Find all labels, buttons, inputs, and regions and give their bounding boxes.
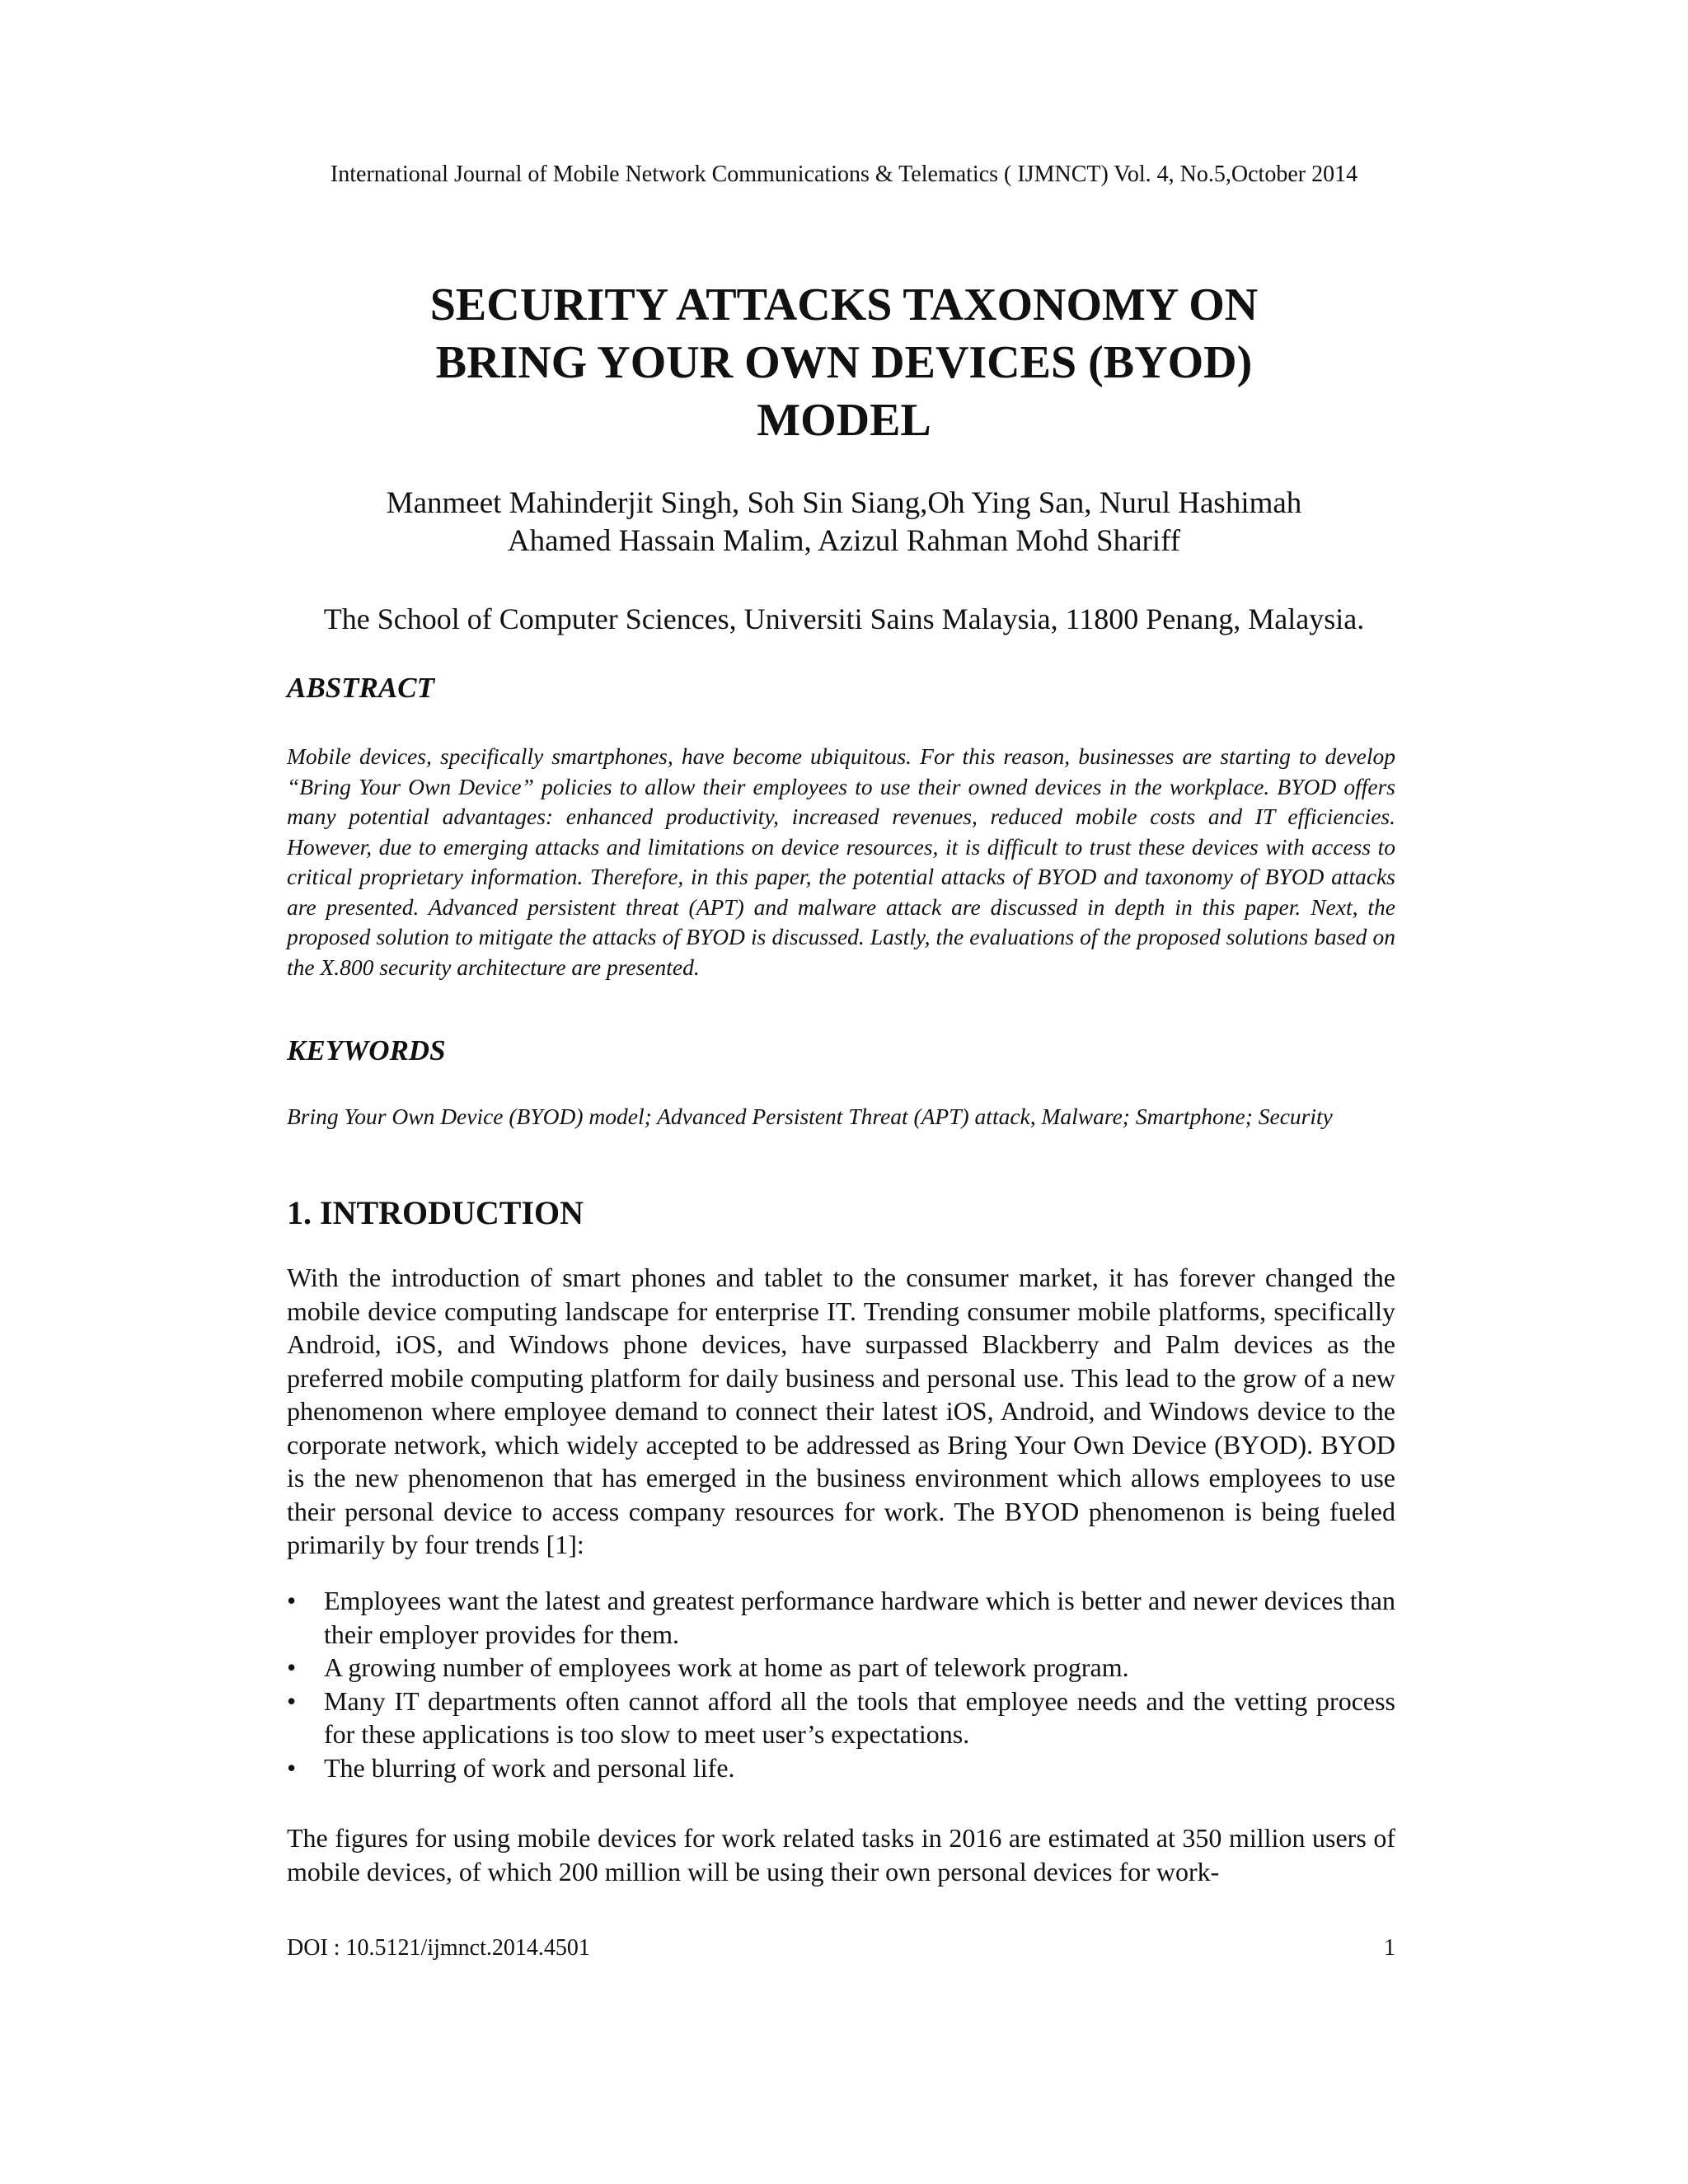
page-number: 1: [1384, 1935, 1395, 1961]
author-line: Ahamed Hassain Malim, Azizul Rahman Mohd Shariff: [507, 524, 1181, 558]
bullet-icon: •: [287, 1652, 297, 1682]
abstract-text: Mobile devices, specifically smartphones, have become ubiquitous. For this reason, businesses are starting to develop “Bring Your Own Device” policies to allow their employees to use their owned devices in the workplace. BYOD offers many potential advantages: enhanced productivity, increased revenues, reduced mobile costs and IT efficiencies. However, due to emerging attacks and limitations on device resources, it is difficult to trust these devices with access to critical proprietary information. Therefore, in this paper, the potential attacks of BYOD and taxonomy of BYOD attacks are presented. Advanced persistent threat (APT) and malware attack are discussed in depth in this paper. Next, the proposed solution to mitigate the attacks of BYOD is discussed. Lastly, the evaluations of the proposed solutions based on the X.800 security architecture are presented.: [287, 743, 1395, 980]
list-item: [287, 1651, 1395, 1685]
introduction-heading: 1. INTRODUCTION: [287, 1194, 584, 1231]
keywords-heading: KEYWORDS: [287, 1034, 446, 1066]
list-item: [287, 1584, 1395, 1651]
list-item-text: A growing number of employees work at home as part of telework program.: [324, 1652, 1129, 1682]
list-item-text: The blurring of work and personal life.: [324, 1752, 735, 1783]
list-item-text: Many IT departments often cannot afford all the tools that employee needs and the vetting process for these applications is too slow to meet user’s expectations.: [324, 1685, 1395, 1749]
author-list: [247, 485, 1441, 560]
bullet-icon: •: [287, 1685, 297, 1716]
list-item: [287, 1751, 1395, 1785]
introduction-paragraph: With the introduction of smart phones and tablet to the consumer market, it has forever changed the mobile device computing landscape for enterprise IT. Trending consumer mobile platforms, specifically Android, iOS, and Windows phone devices, have surpassed Blackberry and Palm devices as the preferred mobile computing platform for daily business and personal use. This lead to the grow of a new phenomenon where employee demand to connect their latest iOS, Android, and Windows device to the corporate network, which widely accepted to be addressed as Bring Your Own Device (BYOD). BYOD is the new phenomenon that has emerged in the business environment which allows employees to use their personal device to access company resources for work. The BYOD phenomenon is being fueled primarily by four trends [1]:: [287, 1263, 1395, 1559]
running-header: International Journal of Mobile Network Communications & Telematics ( IJMNCT) Vol. 4, No.5,October 2014: [330, 162, 1358, 187]
list-item: [287, 1685, 1395, 1751]
list-item-text: Employees want the latest and greatest performance hardware which is better and newer devices than their employer provides for them.: [324, 1586, 1395, 1649]
title-line: SECURITY ATTACKS TAXONOMY ON: [429, 279, 1259, 330]
paper-title: [247, 276, 1441, 449]
affiliation: The School of Computer Sciences, Universiti Sains Malaysia, 11800 Penang, Malaysia.: [323, 602, 1365, 635]
keywords-text: Bring Your Own Device (BYOD) model; Advanced Persistent Threat (APT) attack, Malware; Smartphone; Security: [287, 1104, 1333, 1129]
abstract-heading: ABSTRACT: [287, 672, 434, 704]
trend-bullet-list: [287, 1584, 1395, 1784]
author-line: Manmeet Mahinderjit Singh, Soh Sin Siang,Oh Ying San, Nurul Hashimah: [386, 486, 1302, 520]
bullet-icon: •: [287, 1752, 297, 1783]
doi-footer: DOI : 10.5121/ijmnct.2014.4501: [287, 1935, 590, 1961]
title-line: BRING YOUR OWN DEVICES (BYOD): [435, 337, 1253, 388]
title-line: MODEL: [757, 395, 931, 446]
bullet-icon: •: [287, 1586, 297, 1615]
closing-paragraph: The figures for using mobile devices for work related tasks in 2016 are estimated at 350 million users of mobile devices, of which 200 million will be using their own personal devices for work-: [287, 1823, 1395, 1886]
